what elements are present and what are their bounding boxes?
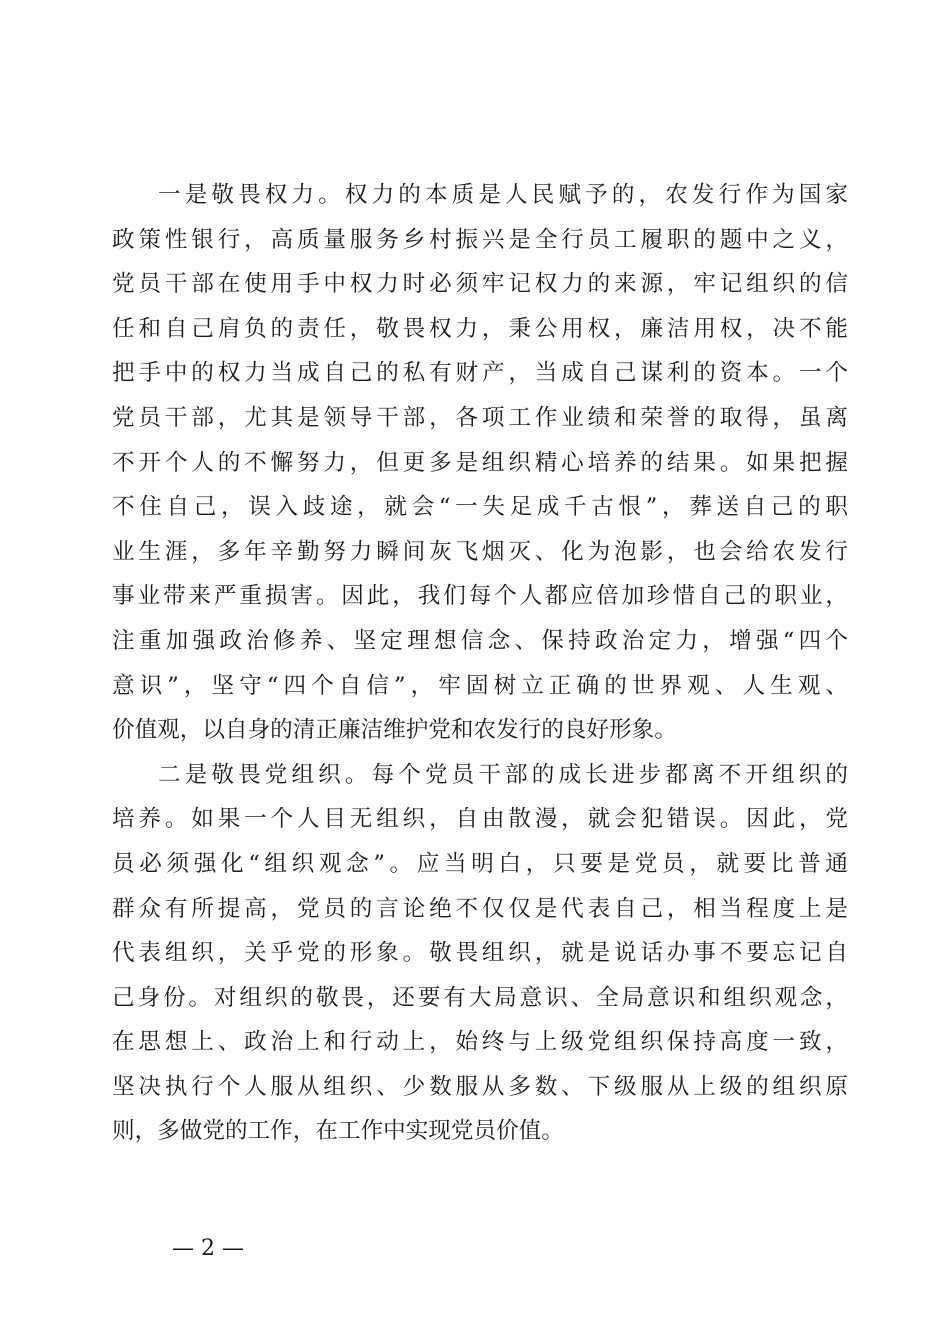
text-line: 价值观，以自身的清正廉洁维护党和农发行的良好形象。 <box>112 717 677 744</box>
text-line: 政策性银行，高质量服务乡村振兴是全行员工履职的题中之义， <box>112 226 848 253</box>
text-line: 党员干部在使用手中权力时必须牢记权力的来源，牢记组织的信 <box>112 271 848 298</box>
text-line: 在思想上、政治上和行动上，始终与上级党组织保持高度一致， <box>112 1029 848 1056</box>
text-line: 代表组织，关乎党的形象。敬畏组织，就是说话办事不要忘记自 <box>112 940 848 967</box>
text-line: 坚决执行个人服从组织、少数服从多数、下级服从上级的组织原 <box>112 1073 848 1100</box>
text-line: 意识”，坚守“四个自信”，牢固树立正确的世界观、人生观、 <box>112 672 848 699</box>
text-line: 党员干部，尤其是领导干部，各项工作业绩和荣誉的取得，虽离 <box>112 404 848 431</box>
text-line: 群众有所提高，党员的言论绝不仅仅是代表自己，相当程度上是 <box>112 895 848 922</box>
text-line: 己身份。对组织的敬畏，还要有大局意识、全局意识和组织观念， <box>112 984 848 1011</box>
page-number: — 2 — <box>172 1236 244 1261</box>
text-line: 员必须强化“组织观念”。应当明白，只要是党员，就要比普通 <box>112 850 848 877</box>
paragraph-revere-party-organization <box>112 753 848 1154</box>
text-line: 不住自己，误入歧途，就会“一失足成千古恨”，葬送自己的职 <box>112 494 848 521</box>
text-line: 业生涯，多年辛勤努力瞬间灰飞烟灭、化为泡影，也会给农发行 <box>112 538 848 565</box>
text-line: 二是敬畏党组织。每个党员干部的成长进步都离不开组织的 <box>158 761 848 788</box>
text-line: 不开个人的不懈努力，但更多是组织精心培养的结果。如果把握 <box>112 449 848 476</box>
text-line: 事业带来严重损害。因此，我们每个人都应倍加珍惜自己的职业， <box>112 583 848 610</box>
text-line: 则，多做党的工作，在工作中实现党员价值。 <box>112 1118 564 1145</box>
body-text <box>112 173 848 1154</box>
paragraph-revere-power <box>112 173 848 753</box>
text-line: 把手中的权力当成自己的私有财产，当成自己谋利的资本。一个 <box>112 360 848 387</box>
text-line: 培养。如果一个人目无组织，自由散漫，就会犯错误。因此，党 <box>112 806 848 833</box>
text-line: 注重加强政治修养、坚定理想信念、保持政治定力，增强“四个 <box>112 627 848 654</box>
text-line: 任和自己肩负的责任，敬畏权力，秉公用权，廉洁用权，决不能 <box>112 315 848 342</box>
text-line: 一是敬畏权力。权力的本质是人民赋予的，农发行作为国家 <box>158 182 848 208</box>
